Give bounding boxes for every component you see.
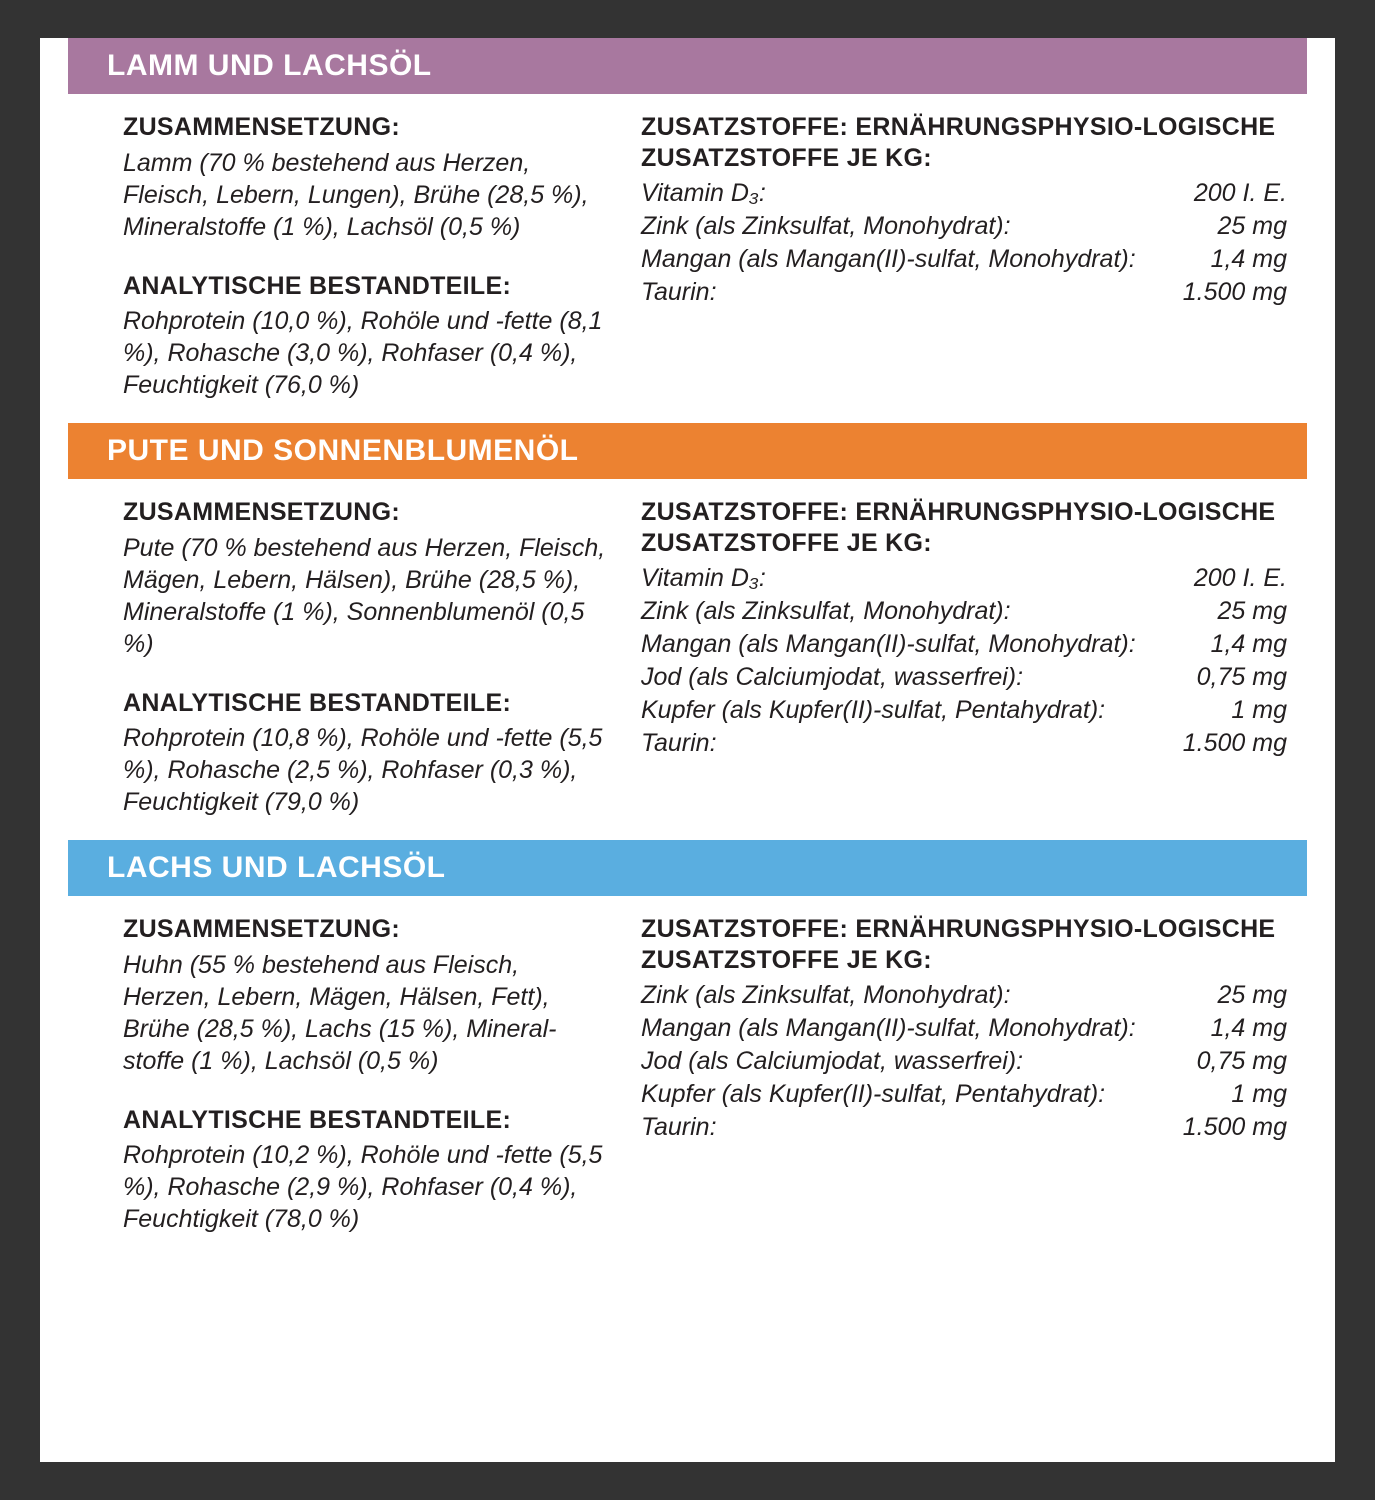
additive-row <box>641 1078 1287 1111</box>
additive-row <box>641 595 1287 628</box>
additives-column <box>623 112 1307 401</box>
additive-row <box>641 1045 1287 1078</box>
additive-value: 25 mg <box>1217 597 1287 625</box>
composition-text: Pute (70 % bestehend aus Herzen, Fleisch, Mägen, Lebern, Hälsen), Brühe (28,5 %), Mineralstoffe (1 %), Sonnenblumenöl (0,5 %) <box>123 533 606 658</box>
additive-row <box>641 1012 1287 1045</box>
additive-name: Zink (als Zinksulfat, Monohydrat): <box>641 212 1011 240</box>
additives-column <box>623 497 1307 818</box>
section-band-lachs <box>68 840 1307 896</box>
nutrition-panel <box>40 38 1335 1462</box>
additives-column <box>623 914 1307 1235</box>
section-title: PUTE UND SONNENBLUMENÖL <box>107 434 579 467</box>
additive-value: 1,4 mg <box>1210 1014 1287 1042</box>
additive-name: Mangan (als Mangan(II)-sulfat, Monohydrat): <box>641 630 1136 658</box>
additive-name: Jod (als Calciumjodat, wasserfrei): <box>641 663 1024 691</box>
additive-row <box>641 562 1287 595</box>
additives-list <box>641 177 1287 309</box>
additive-name: Taurin: <box>641 278 717 306</box>
additive-name: Zink (als Zinksulfat, Monohydrat): <box>641 597 1011 625</box>
additive-name: Vitamin D₃: <box>641 179 766 207</box>
additive-name: Jod (als Calciumjodat, wasserfrei): <box>641 1047 1024 1075</box>
additive-value: 0,75 mg <box>1196 1047 1287 1075</box>
additive-value: 1 mg <box>1231 1080 1287 1108</box>
analytical-heading: ANALYTISCHE BESTANDTEILE: <box>123 688 512 717</box>
additive-value: 1.500 mg <box>1182 729 1287 757</box>
additive-row <box>641 210 1287 243</box>
additives-heading: ZUSATZSTOFFE: ERNÄHRUNGSPHYSIO-LOGISCHE ZUSATZSTOFFE JE KG: <box>641 113 1276 172</box>
composition-heading: ZUSAMMENSETZUNG: <box>123 915 401 943</box>
additive-value: 1.500 mg <box>1182 278 1287 306</box>
additive-row <box>641 661 1287 694</box>
spacer <box>123 660 613 688</box>
additive-row <box>641 276 1287 309</box>
section-band-pute <box>68 423 1307 479</box>
composition-heading: ZUSAMMENSETZUNG: <box>123 498 401 526</box>
additive-name: Kupfer (als Kupfer(II)-sulfat, Pentahydrat): <box>641 1080 1106 1108</box>
composition-column <box>68 497 623 818</box>
section-title: LAMM UND LACHSÖL <box>107 49 432 82</box>
analytical-heading: ANALYTISCHE BESTANDTEILE: <box>123 1105 512 1134</box>
additive-value: 25 mg <box>1217 981 1287 1009</box>
section-content <box>40 94 1335 423</box>
additive-value: 200 I. E. <box>1193 564 1287 592</box>
additive-row <box>641 1111 1287 1144</box>
additive-value: 1 mg <box>1231 696 1287 724</box>
additive-value: 0,75 mg <box>1196 663 1287 691</box>
additive-row <box>641 177 1287 210</box>
section-lamm-und-lachsoel <box>40 38 1335 423</box>
section-pute-und-sonnenblumenoel <box>40 423 1335 840</box>
additive-row <box>641 727 1287 760</box>
additive-name: Mangan (als Mangan(II)-sulfat, Monohydrat): <box>641 245 1136 273</box>
composition-text: Huhn (55 % bestehend aus Fleisch, Herzen, Lebern, Mägen, Hälsen, Fett), Brühe (28,5 %), Lachs (15 %), Mineral-stoffe (1 %), Lachsöl (0,5 %) <box>123 950 557 1075</box>
additive-value: 1,4 mg <box>1210 245 1287 273</box>
section-band-lamm <box>68 38 1307 94</box>
additive-name: Zink (als Zinksulfat, Monohydrat): <box>641 981 1011 1009</box>
composition-text: Lamm (70 % bestehend aus Herzen, Fleisch, Lebern, Lungen), Brühe (28,5 %), Mineralstoffe (1 %), Lachsöl (0,5 %) <box>123 148 589 241</box>
additive-name: Taurin: <box>641 1113 717 1141</box>
additive-value: 1.500 mg <box>1182 1113 1287 1141</box>
additives-heading: ZUSATZSTOFFE: ERNÄHRUNGSPHYSIO-LOGISCHE ZUSATZSTOFFE JE KG: <box>641 915 1276 974</box>
additive-row <box>641 243 1287 276</box>
composition-heading: ZUSAMMENSETZUNG: <box>123 113 401 141</box>
additives-heading: ZUSATZSTOFFE: ERNÄHRUNGSPHYSIO-LOGISCHE ZUSATZSTOFFE JE KG: <box>641 498 1276 557</box>
additive-row <box>641 628 1287 661</box>
additive-row <box>641 979 1287 1012</box>
additive-name: Mangan (als Mangan(II)-sulfat, Monohydrat): <box>641 1014 1136 1042</box>
additive-name: Kupfer (als Kupfer(II)-sulfat, Pentahydrat): <box>641 696 1106 724</box>
section-content <box>40 896 1335 1257</box>
additive-value: 1,4 mg <box>1210 630 1287 658</box>
additives-list <box>641 979 1287 1144</box>
additives-list <box>641 562 1287 760</box>
composition-column <box>68 914 623 1235</box>
composition-column <box>68 112 623 401</box>
analytical-text: Rohprotein (10,0 %), Rohöle und -fette (8,1 %), Rohasche (3,0 %), Rohfaser (0,4 %), Feuchtigkeit (76,0 %) <box>123 307 603 399</box>
additive-row <box>641 694 1287 727</box>
analytical-heading: ANALYTISCHE BESTANDTEILE: <box>123 271 512 300</box>
additive-value: 200 I. E. <box>1193 179 1287 207</box>
section-lachs-und-lachsoel <box>40 840 1335 1257</box>
section-title: LACHS UND LACHSÖL <box>107 851 446 884</box>
analytical-text: Rohprotein (10,8 %), Rohöle und -fette (5,5 %), Rohasche (2,5 %), Rohfaser (0,3 %), Feuchtigkeit (79,0 %) <box>123 724 603 816</box>
spacer <box>123 243 613 271</box>
additive-value: 25 mg <box>1217 212 1287 240</box>
additive-name: Taurin: <box>641 729 717 757</box>
spacer <box>123 1077 613 1105</box>
additive-name: Vitamin D₃: <box>641 564 766 592</box>
analytical-text: Rohprotein (10,2 %), Rohöle und -fette (5,5 %), Rohasche (2,9 %), Rohfaser (0,4 %), Feuchtigkeit (78,0 %) <box>123 1141 603 1233</box>
section-content <box>40 479 1335 840</box>
